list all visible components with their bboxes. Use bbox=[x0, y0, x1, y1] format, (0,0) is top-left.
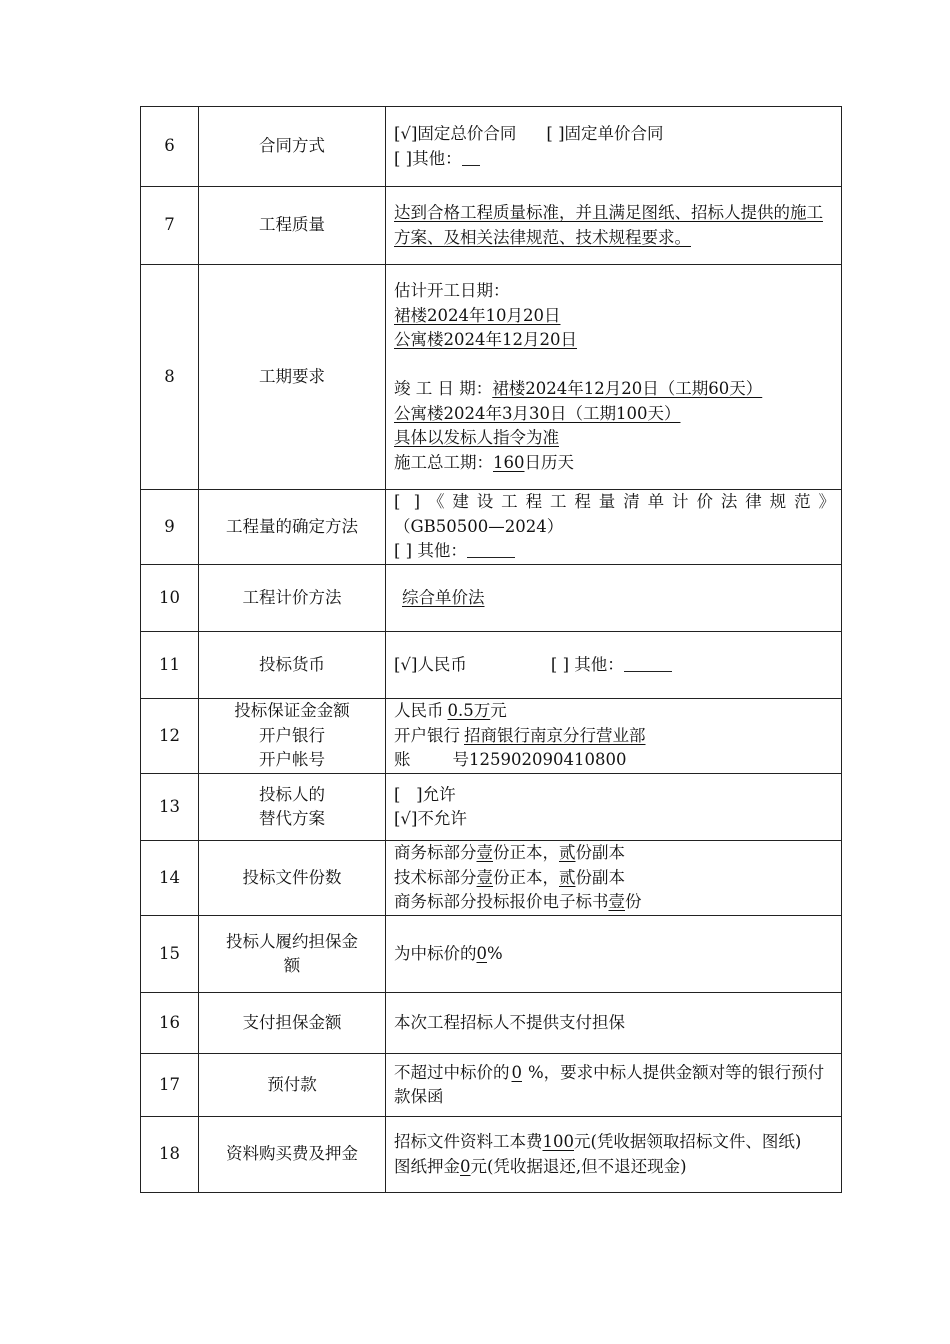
apartment-start-date: 公寓楼2024年12月20日 bbox=[394, 330, 577, 349]
checkbox-other: [ ]其他： bbox=[394, 148, 462, 168]
row-number: 12 bbox=[141, 699, 199, 774]
advance-text: %，要求中标人提供金额对等的银行预付款保函 bbox=[394, 1062, 825, 1106]
copies-text: 商务标部分投标报价电子标书 bbox=[394, 892, 609, 912]
item-label-line: 开户银行 bbox=[259, 725, 325, 745]
table-row bbox=[141, 916, 842, 993]
checkbox-rmb: [√]人民币 bbox=[394, 654, 467, 674]
item-content bbox=[386, 841, 842, 916]
bank-label: 开户银行 bbox=[394, 725, 460, 745]
table-row bbox=[141, 841, 842, 916]
deposit-text: 图纸押金 bbox=[394, 1156, 460, 1176]
blank-line bbox=[467, 541, 515, 559]
row-number: 18 bbox=[141, 1117, 199, 1193]
row-number: 9 bbox=[141, 490, 199, 565]
item-content bbox=[386, 187, 842, 265]
checkbox-other: [ ] 其他： bbox=[550, 654, 624, 674]
table-row bbox=[141, 632, 842, 699]
item-label: 支付担保金额 bbox=[199, 993, 386, 1054]
item-content bbox=[386, 1117, 842, 1193]
blank-line bbox=[624, 654, 672, 672]
row-number: 17 bbox=[141, 1054, 199, 1117]
blank-line bbox=[462, 148, 480, 166]
start-date-label: 估计开工日期： bbox=[394, 281, 510, 300]
item-label bbox=[199, 699, 386, 774]
item-label: 工期要求 bbox=[199, 265, 386, 490]
advance-percent: 0 bbox=[511, 1062, 522, 1082]
copies-count: 壹 bbox=[476, 843, 493, 863]
completion-date-label: 竣 工 日 期： bbox=[394, 379, 493, 398]
copies-count: 壹 bbox=[608, 892, 625, 912]
item-label: 预付款 bbox=[199, 1054, 386, 1117]
copies-count: 贰 bbox=[559, 843, 576, 863]
table-row bbox=[141, 565, 842, 632]
item-content bbox=[386, 699, 842, 774]
item-content bbox=[386, 1054, 842, 1117]
checkbox-disallow: [√]不允许 bbox=[394, 809, 467, 828]
account-number: 125902090410800 bbox=[468, 750, 627, 770]
table-row bbox=[141, 1054, 842, 1117]
checkbox-fixed-total: [√]固定总价合同 bbox=[394, 124, 517, 143]
row-number: 16 bbox=[141, 993, 199, 1054]
quality-text: 达到合格工程质量标准，并且满足图纸、招标人提供的施工方案、及相关法律规范、技术规程要求。 bbox=[394, 203, 823, 247]
row-number: 13 bbox=[141, 774, 199, 841]
copies-text: 份 bbox=[625, 892, 642, 912]
item-label bbox=[199, 774, 386, 841]
row-number: 14 bbox=[141, 841, 199, 916]
item-label-line: 投标人的 bbox=[259, 784, 325, 804]
deposit-text: 元(凭收据退还,但不退还现金) bbox=[470, 1156, 687, 1176]
copies-text: 技术标部分 bbox=[394, 867, 477, 887]
schedule-note: 具体以发标人指令为准 bbox=[394, 428, 559, 447]
checkbox-allow: [ ]允许 bbox=[394, 784, 456, 804]
copies-text: 商务标部分 bbox=[394, 843, 477, 863]
table-row bbox=[141, 1117, 842, 1193]
row-number: 8 bbox=[141, 265, 199, 490]
table-row bbox=[141, 265, 842, 490]
fee-text: 招标文件资料工本费 bbox=[394, 1132, 543, 1151]
apartment-completion-date: 公寓楼2024年3月30日（工期100天） bbox=[394, 403, 681, 423]
copies-text: 份副本 bbox=[575, 843, 625, 863]
percent-sign: % bbox=[487, 943, 503, 963]
item-label: 工程计价方法 bbox=[199, 565, 386, 632]
copies-text: 份副本 bbox=[575, 867, 625, 887]
item-label: 投标文件份数 bbox=[199, 841, 386, 916]
copies-text: 份正本， bbox=[493, 867, 559, 887]
row-number: 7 bbox=[141, 187, 199, 265]
row-number: 6 bbox=[141, 107, 199, 187]
row-number: 10 bbox=[141, 565, 199, 632]
podium-start-date: 裙楼2024年10月20日 bbox=[394, 305, 561, 325]
tender-info-table bbox=[140, 106, 842, 1193]
item-label: 工程量的确定方法 bbox=[199, 490, 386, 565]
total-duration-value: 160 bbox=[493, 452, 525, 472]
table-row bbox=[141, 699, 842, 774]
total-duration-unit: 日历天 bbox=[524, 452, 574, 472]
item-content bbox=[386, 107, 842, 187]
payment-guarantee-text: 本次工程招标人不提供支付担保 bbox=[394, 1012, 625, 1032]
account-label: 账 号 bbox=[394, 750, 469, 770]
table-row bbox=[141, 107, 842, 187]
row-number: 15 bbox=[141, 916, 199, 993]
pricing-method: 综合单价法 bbox=[402, 587, 485, 607]
copies-count: 贰 bbox=[559, 867, 576, 887]
item-content bbox=[386, 916, 842, 993]
item-label: 工程质量 bbox=[199, 187, 386, 265]
deposit-amount: 0 bbox=[460, 1156, 471, 1176]
deposit-unit: 元 bbox=[490, 701, 507, 721]
item-content bbox=[386, 490, 842, 565]
guarantee-percent: 0 bbox=[476, 943, 487, 963]
bank-name: 招商银行南京分行营业部 bbox=[464, 725, 646, 745]
deposit-label: 人民币 bbox=[394, 701, 444, 721]
item-label-line: 替代方案 bbox=[259, 809, 325, 828]
copies-text: 份正本， bbox=[493, 843, 559, 863]
item-content bbox=[386, 265, 842, 490]
deposit-amount: 0.5万 bbox=[447, 701, 491, 721]
table-row bbox=[141, 774, 842, 841]
checkbox-fixed-unit: [ ]固定单价合同 bbox=[546, 124, 664, 143]
checkbox-code-spec: [ ]《建设工程工程量清单计价法律规范》 bbox=[394, 492, 835, 512]
code-number: （GB50500—2024） bbox=[394, 516, 564, 536]
total-duration-label: 施工总工期： bbox=[394, 452, 493, 472]
item-label-line: 开户帐号 bbox=[259, 750, 325, 770]
item-content bbox=[386, 993, 842, 1054]
podium-completion-date: 裙楼2024年12月20日（工期60天） bbox=[492, 379, 763, 398]
table-row bbox=[141, 490, 842, 565]
advance-text: 不超过中标价的 bbox=[394, 1062, 510, 1082]
guarantee-text: 为中标价的 bbox=[394, 943, 477, 963]
item-label: 合同方式 bbox=[199, 107, 386, 187]
item-label: 投标货币 bbox=[199, 632, 386, 699]
item-label-line: 投标保证金金额 bbox=[234, 701, 350, 721]
row-number: 11 bbox=[141, 632, 199, 699]
copies-count: 壹 bbox=[476, 867, 493, 887]
item-content bbox=[386, 565, 842, 632]
item-content bbox=[386, 632, 842, 699]
item-label: 投标人履约担保金额 bbox=[199, 916, 386, 993]
table-row bbox=[141, 993, 842, 1054]
fee-text: 元(凭收据领取招标文件、图纸) bbox=[574, 1132, 802, 1151]
item-label: 资料购买费及押金 bbox=[199, 1117, 386, 1193]
checkbox-other: [ ] 其他： bbox=[394, 541, 467, 561]
table-row bbox=[141, 187, 842, 265]
fee-amount: 100 bbox=[542, 1132, 574, 1151]
item-content bbox=[386, 774, 842, 841]
